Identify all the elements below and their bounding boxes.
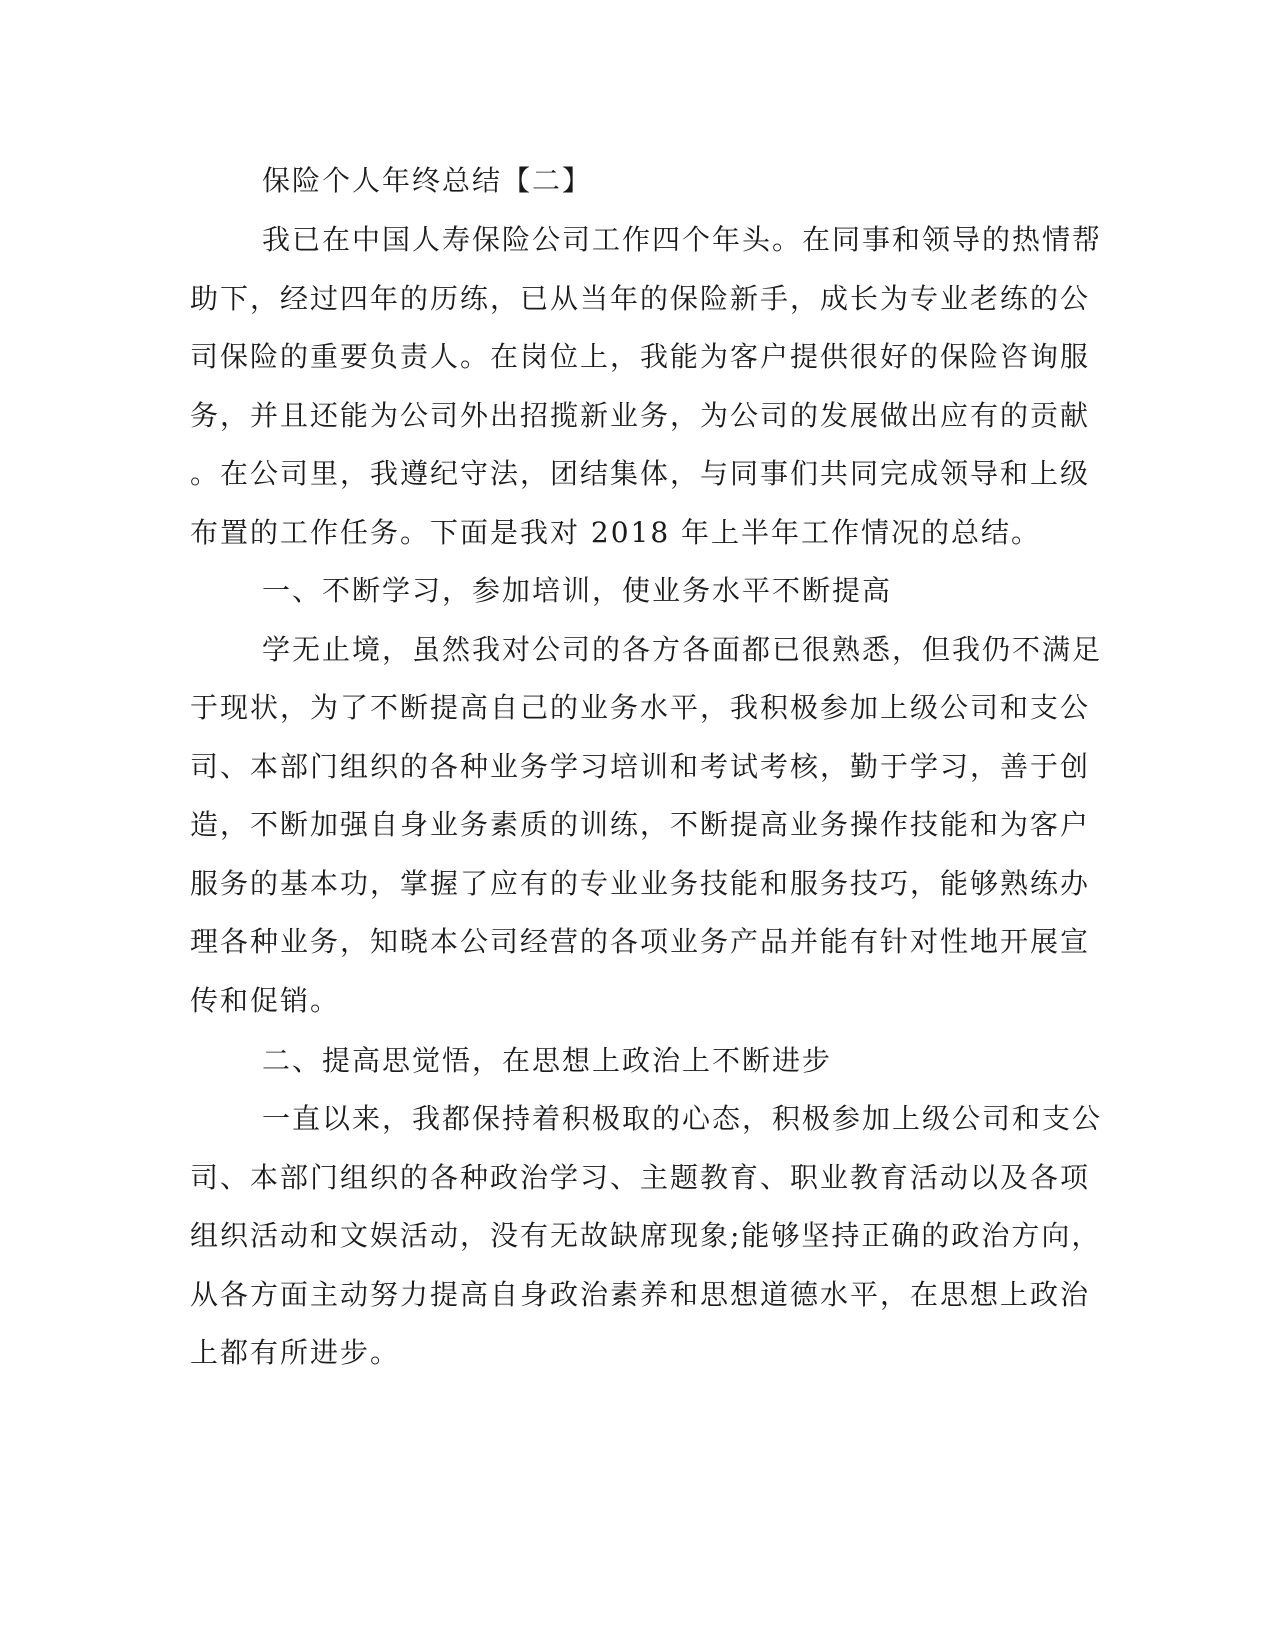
section1-line-6: 理各种业务，知晓本公司经营的各项业务产品并能有针对性地开展宣 <box>190 925 1091 958</box>
section2-heading: 二、提高思觉悟，在思想上政治上不断进步 <box>262 1044 833 1077</box>
section2-line-4: 从各方面主动努力提高自身政治素养和思想道德水平，在思想上政治 <box>190 1278 1091 1311</box>
section1-line-2: 于现状，为了不断提高自己的业务水平，我积极参加上级公司和支公 <box>190 691 1091 724</box>
section1-line-7: 传和促销。 <box>190 984 341 1017</box>
intro-line-5: 。在公司里，我遵纪守法，团结集体，与同事们共同完成领导和上级 <box>190 457 1091 490</box>
intro-line-1: 我已在中国人寿保险公司工作四个年头。在同事和领导的热情帮 <box>262 223 1103 256</box>
section1-line-5: 服务的基本功，掌握了应有的专业业务技能和服务技巧，能够熟练办 <box>190 867 1091 900</box>
intro-line-6: 布置的工作任务。下面是我对 2018 年上半年工作情况的总结。 <box>190 516 1042 549</box>
document-title: 保险个人年终总结【二】 <box>262 164 593 197</box>
section2-line-5: 上都有所进步。 <box>190 1336 401 1369</box>
section1-heading: 一、不断学习，参加培训，使业务水平不断提高 <box>262 574 893 607</box>
section1-line-1: 学无止境，虽然我对公司的各方各面都已很熟悉，但我仍不满足 <box>262 633 1103 666</box>
section2-line-3: 组织活动和文娱活动，没有无故缺席现象;能够坚持正确的政治方向， <box>190 1219 1102 1252</box>
intro-line-2: 助下，经过四年的历练，已从当年的保险新手，成长为专业老练的公 <box>190 282 1091 315</box>
section2-line-2: 司、本部门组织的各种政治学习、主题教育、职业教育活动以及各项 <box>190 1161 1091 1194</box>
intro-line-4: 务，并且还能为公司外出招揽新业务，为公司的发展做出应有的贡献 <box>190 399 1091 432</box>
section2-line-1: 一直以来，我都保持着积极取的心态，积极参加上级公司和支公 <box>262 1102 1103 1135</box>
section1-line-3: 司、本部门组织的各种业务学习培训和考试考核，勤于学习，善于创 <box>190 750 1091 783</box>
section1-line-4: 造，不断加强自身业务素质的训练，不断提高业务操作技能和为客户 <box>190 808 1091 841</box>
intro-line-3: 司保险的重要负责人。在岗位上，我能为客户提供很好的保险咨询服 <box>190 340 1091 373</box>
